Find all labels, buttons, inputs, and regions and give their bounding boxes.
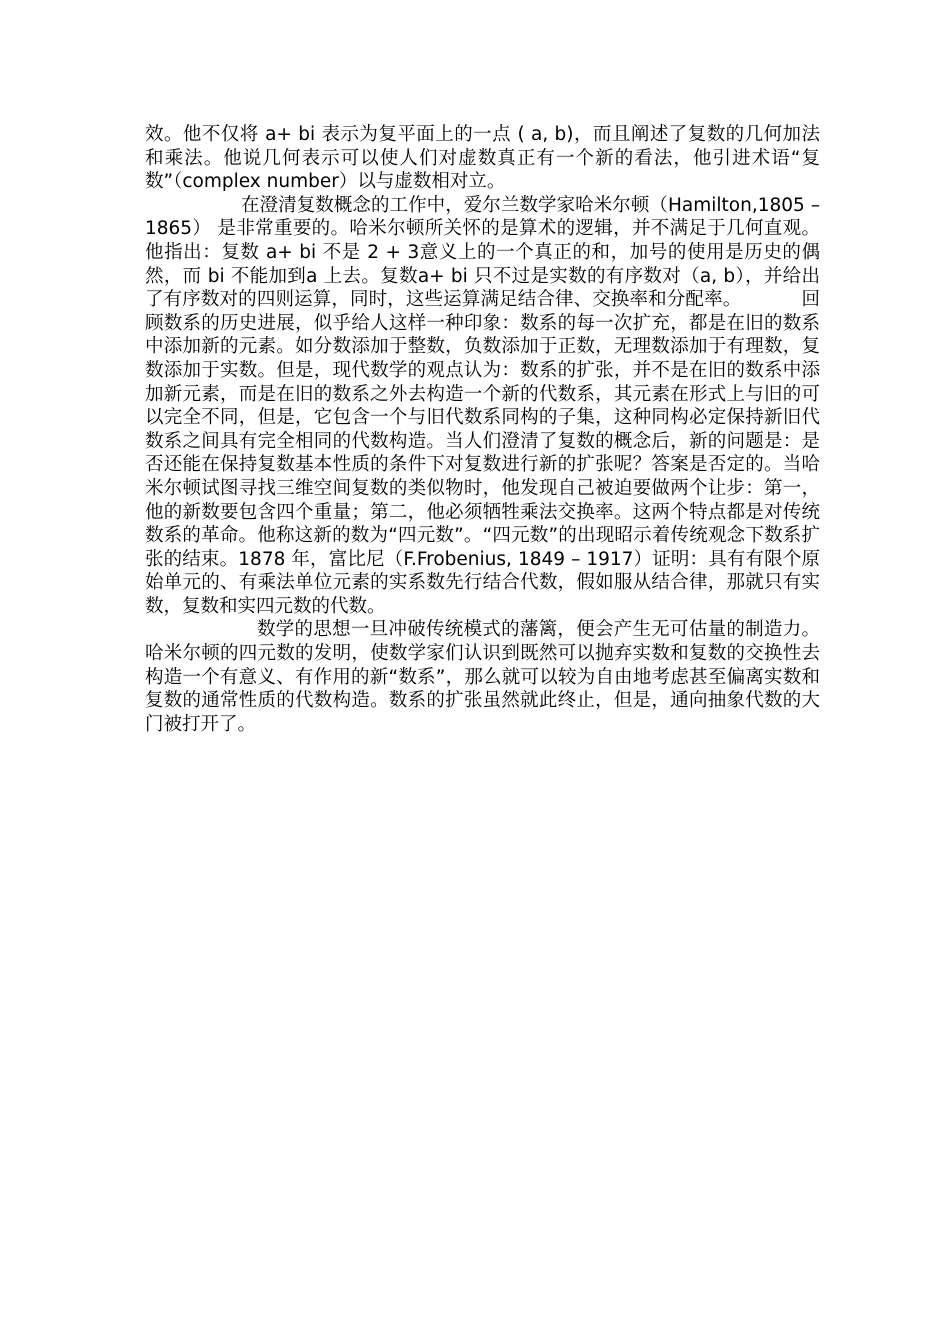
paragraph-3-text: 数学的思想一旦冲破传统模式的藩篱，便会产生无可估量的制造力。哈米尔顿的四元数的发明，使数学家们认识到既然可以抛弃实数和复数的交换性去构造一个有意义、有作用的新“数系”，那么就可以较为自由地考虑甚至偏离实数和复数的通常性质的代数构造。数系的扩张虽然就此终止，但是，通向抽象代数的大门被打开了。 [145,619,820,735]
paragraph-2 [145,194,820,619]
paragraph-1-text: 效。他不仅将 a+ bi 表示为复平面上的一点 ( a, b)，而且阐述了复数的几何加法和乘法。他说几何表示可以使人们对虚数真正有一个新的看法，他引进术语“复数”（complex number）以与虚数相对立。 [145,124,820,193]
paragraph-2-text: 在澄清复数概念的工作中，爱尔兰数学家哈米尔顿（Hamilton,1805 – 1865） 是非常重要的。哈米尔顿所关怀的是算术的逻辑，并不满足于几何直观。他指出：复数 a+ bi 不是 2 + 3意义上的一个真正的和，加号的使用是历史的偶然，而 bi 不能加到a 上去。复数a+ bi 只不过是实数的有序数对（a, b），并给出了有序数对的四则运算，同时，这些运算满足结合律、交换率和分配率。 [145,194,820,311]
paragraph-1 [145,123,820,194]
body-text [145,123,820,736]
paragraph-3 [145,618,820,736]
paragraph-2-continuation: 回顾数系的历史进展，似乎给人这样一种印象：数系的每一次扩充，都是在旧的数系中添加新的元素。如分数添加于整数，负数添加于正数，无理数添加于有理数，复数添加于实数。但是，现代数学的观点认为：数系的扩张，并不是在旧的数系中添加新元素，而是在旧的数系之外去构造一个新的代数系，其元素在形式上与旧的可以完全不同，但是，它包含一个与旧代数系同构的子集，这种同构必定保持新旧代数系之间具有完全相同的代数构造。当人们澄清了复数的概念后，新的问题是：是否还能在保持复数基本性质的条件下对复数进行新的扩张呢？答案是否定的。当哈米尔顿试图寻找三维空间复数的类似物时，他发现自己被迫要做两个让步：第一，他的新数要包含四个重量；第二，他必须牺牲乘法交换率。这两个特点都是对传统数系的革命。他称这新的数为“四元数”。“四元数”的出现昭示着传统观念下数系扩张的结束。1878 年，富比尼（F.Frobenius, 1849 – 1917）证明：具有有限个原始单元的、有乘法单位元素的实系数先行结合代数，假如服从结合律，那就只有实数，复数和实四元数的代数。 [145,289,820,617]
